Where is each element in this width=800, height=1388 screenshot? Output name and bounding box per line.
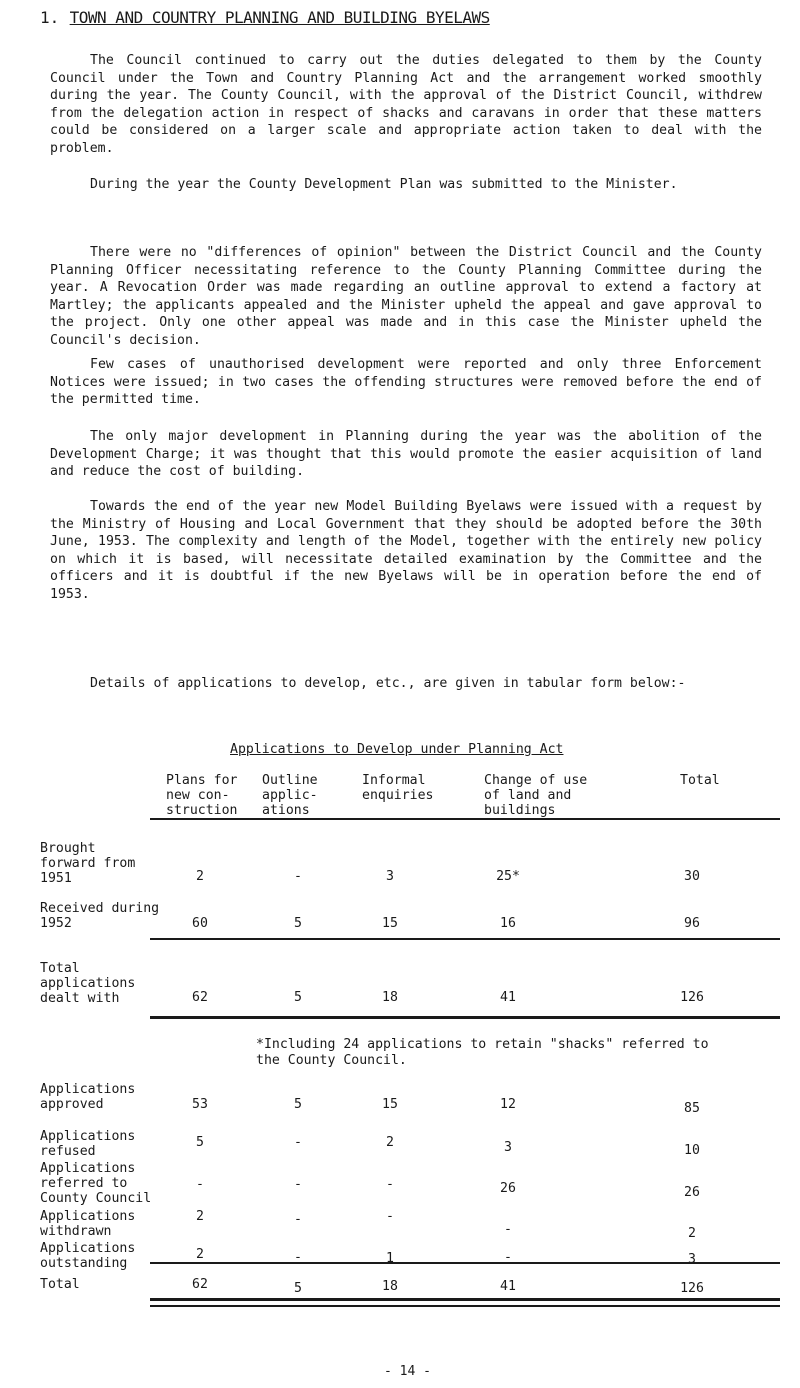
table-cell: 62 xyxy=(192,1277,208,1292)
table-cell: 1 xyxy=(386,1251,394,1266)
table-cell: 5 xyxy=(294,990,302,1005)
table-cell: - xyxy=(294,1212,302,1227)
table-cell: 5 xyxy=(294,916,302,931)
row-label-refused: Applications refused xyxy=(40,1129,136,1159)
section-number: 1. xyxy=(40,8,60,27)
page-number: - 14 - xyxy=(384,1364,431,1379)
paragraph-delegation: The Council continued to carry out the duties delegated to them by the County Council under the Town and Country Planning Act and the arrangement worked smoothly during the year. The County Council, with the approval of the District Council, withdrew from the delegation action in respect of shacks and caravans in order that these matters could be considered on a larger scale and appropriate action taken to deal with the problem. xyxy=(50,53,762,156)
table-cell: 2 xyxy=(196,1209,204,1224)
table-cell: 3 xyxy=(688,1252,696,1267)
lower-double-rule xyxy=(150,1305,780,1307)
table-cell: 2 xyxy=(196,869,204,884)
section-title: TOWN AND COUNTRY PLANNING AND BUILDING BYELAWS xyxy=(69,8,490,27)
table-cell: 18 xyxy=(382,1279,398,1294)
table-cell: 41 xyxy=(500,990,516,1005)
table-cell: 85 xyxy=(684,1101,700,1116)
table-cell: - xyxy=(386,1177,394,1192)
table-cell: 41 xyxy=(500,1279,516,1294)
row-label-outstanding: Applications outstanding xyxy=(40,1241,136,1271)
column-header-new-construction: Plans for new con- struction xyxy=(166,773,238,818)
row-label-withdrawn: Applications withdrawn xyxy=(40,1209,136,1239)
table-cell: 96 xyxy=(684,916,700,931)
table-cell: - xyxy=(294,1250,302,1265)
paragraph-enforcement: Few cases of unauthorised development were reported and only three Enforcement Notices were issued; in two cases the offending structures were removed before the end of the permitted time. xyxy=(50,357,762,408)
table-cell: 53 xyxy=(192,1097,208,1112)
table-cell: 60 xyxy=(192,916,208,931)
table-cell: 2 xyxy=(688,1226,696,1241)
table-cell: - xyxy=(386,1209,394,1224)
table-cell: 5 xyxy=(294,1097,302,1112)
table-cell: 18 xyxy=(382,990,398,1005)
table-cell: 26 xyxy=(684,1185,700,1200)
table-cell: 30 xyxy=(684,869,700,884)
column-header-outline: Outline applic- ations xyxy=(262,773,318,818)
table-cell: - xyxy=(504,1222,512,1237)
row-label-lower-total: Total xyxy=(40,1277,80,1292)
total-rule xyxy=(150,1016,780,1019)
intro-line: Details of applications to develop, etc., are given in tabular form below:- xyxy=(90,676,686,691)
table-cell: - xyxy=(294,1135,302,1150)
column-header-informal: Informal enquiries xyxy=(362,773,434,803)
table-cell: - xyxy=(294,869,302,884)
table-cell: 5 xyxy=(196,1135,204,1150)
table-cell: 62 xyxy=(192,990,208,1005)
row-label-brought-forward: Brought forward from 1951 xyxy=(40,841,136,886)
table-cell: - xyxy=(294,1177,302,1192)
table-cell: 16 xyxy=(500,916,516,931)
row-label-total-dealt: Total applications dealt with xyxy=(40,961,136,1006)
subtotal-rule xyxy=(150,938,780,940)
table-cell: 2 xyxy=(196,1247,204,1262)
table-cell: 26 xyxy=(500,1181,516,1196)
lower-total-rule xyxy=(150,1298,780,1301)
header-rule xyxy=(150,818,780,820)
table-cell: 12 xyxy=(500,1097,516,1112)
table-cell: - xyxy=(504,1250,512,1265)
paragraph-development-plan: During the year the County Development Plan was submitted to the Minister. xyxy=(90,177,678,192)
table-cell: 10 xyxy=(684,1143,700,1158)
paragraph-development-charge: The only major development in Planning during the year was the abolition of the Development Charge; it was thought that this would promote the easier acquisition of land and reduce the cost of building. xyxy=(50,429,762,480)
row-label-approved: Applications approved xyxy=(40,1082,136,1112)
table-cell: 2 xyxy=(386,1135,394,1150)
row-label-referred: Applications referred to County Council xyxy=(40,1161,152,1206)
column-header-total: Total xyxy=(680,773,720,788)
table-cell: 126 xyxy=(680,990,704,1005)
column-header-change-of-use: Change of use of land and buildings xyxy=(484,773,588,818)
table-cell: 3 xyxy=(386,869,394,884)
table-cell: 15 xyxy=(382,916,398,931)
table-cell: 25* xyxy=(496,869,520,884)
section-heading xyxy=(40,8,490,27)
table-cell: 3 xyxy=(504,1140,512,1155)
table-cell: 126 xyxy=(680,1281,704,1296)
table-cell: - xyxy=(196,1177,204,1192)
table-footnote: *Including 24 applications to retain "shacks" referred to the County Council. xyxy=(256,1037,709,1068)
paragraph-byelaws: Towards the end of the year new Model Building Byelaws were issued with a request by the Ministry of Housing and Local Government that they should be adopted before the 30th June, 1953. The complexity and length of the Model, together with the entirely new policy on which it is based, will necessitate detailed examination by the Committee and the officers and it is doubtful if the new Byelaws will be in operation before the end of 1953. xyxy=(50,499,762,602)
row-label-received: Received during 1952 xyxy=(40,901,160,931)
table-cell: 5 xyxy=(294,1281,302,1296)
table-caption: Applications to Develop under Planning Act xyxy=(230,742,564,757)
paragraph-appeals: There were no "differences of opinion" between the District Council and the County Planning Officer necessitating reference to the County Planning Committee during the year. A Revocation Order was made regarding an outline approval to extend a factory at Martley; the applicants appealed and the Minister upheld the appeal and gave approval to the project. Only one other appeal was made and in this case the Minister upheld the Council's decision. xyxy=(50,245,762,348)
table-cell: 15 xyxy=(382,1097,398,1112)
